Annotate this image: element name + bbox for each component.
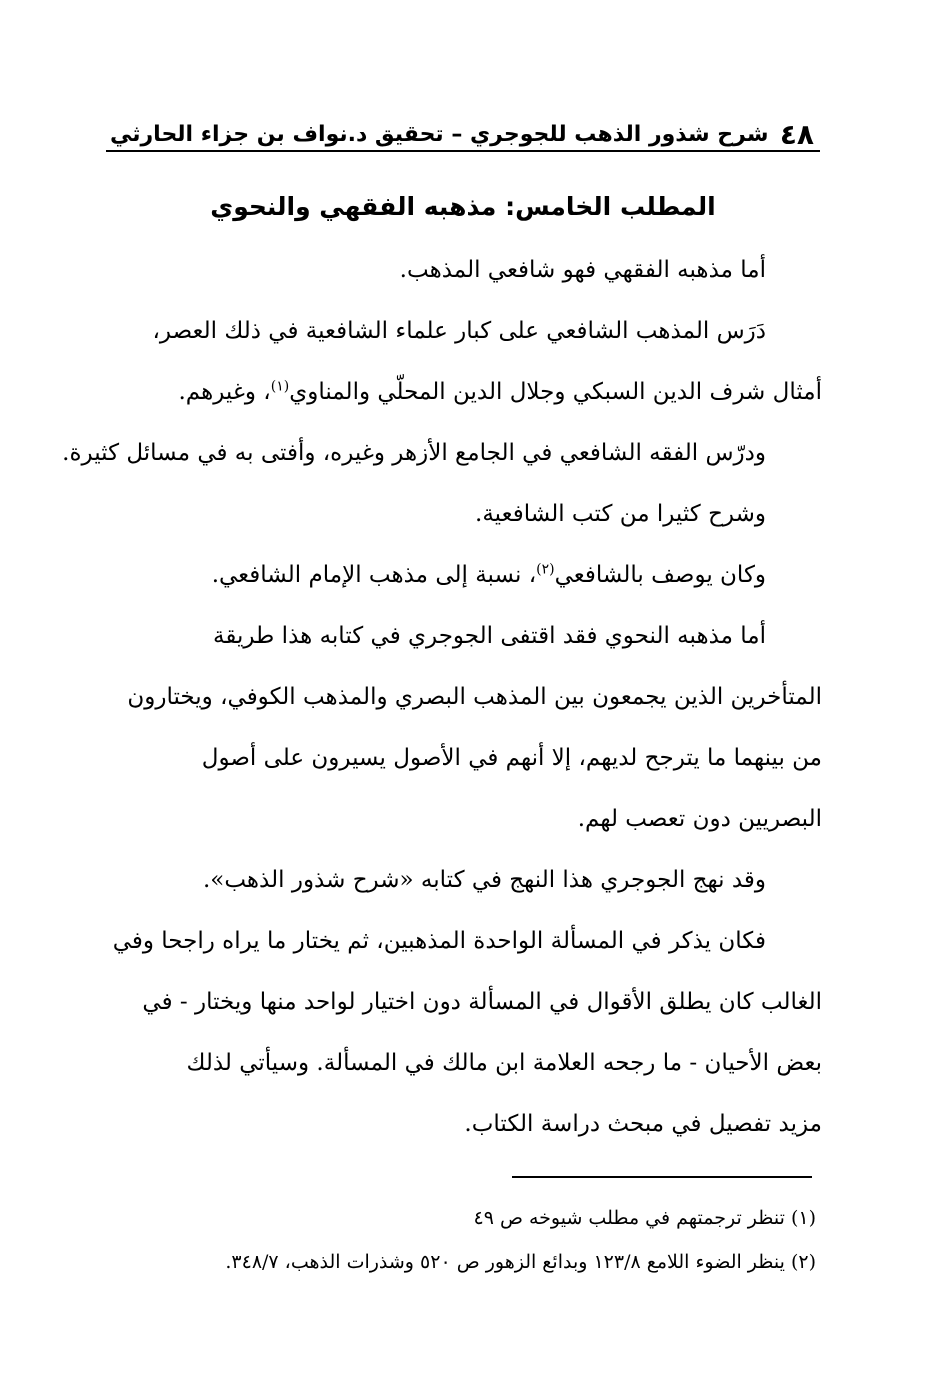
- footnote-ref-1[interactable]: (١): [270, 378, 290, 395]
- text-line: [100, 545, 822, 606]
- text-line: فكان يذكر في المسألة الواحدة المذهبين، ثم يختار ما يراه راجحا وفي: [112, 928, 766, 954]
- body-text: [62, 240, 822, 1155]
- text-line: ودرّس الفقه الشافعي في الجامع الأزهر وغيره، وأفتى به في مسائل كثيرة.: [62, 440, 766, 466]
- text-line: الغالب كان يطلق الأقوال في المسألة دون اختيار لواحد منها ويختار - في: [142, 989, 822, 1015]
- footnote-rule: [512, 1176, 812, 1178]
- text-line: المتأخرين الذين يجمعون بين المذهب البصري والمذهب الكوفي، ويختارون: [127, 684, 822, 710]
- text-run: أمثال شرف الدين السبكي وجلال الدين المحلّي والمناوي: [289, 379, 822, 405]
- footnote-ref-2[interactable]: (٢): [536, 561, 555, 578]
- text-line: أما مذهبه النحوي فقد اقتفى الجوجري في كتابه هذا طريقة: [213, 623, 766, 649]
- section-heading: المطلب الخامس: مذهبه الفقهي والنحوي: [210, 192, 716, 221]
- text-line: البصريين دون تعصب لهم.: [577, 806, 822, 832]
- text-line: من بينهما ما يترجح لديهم، إلا أنهم في الأصول يسيرون على أصول: [201, 745, 822, 771]
- text-run: ، نسبة إلى مذهب الإمام الشافعي.: [211, 562, 537, 588]
- running-header-title: شرح شذور الذهب للجوجري – تحقيق د.نواف بن جزاء الحارثي: [110, 122, 769, 147]
- paragraph-8: [100, 911, 822, 1155]
- text-line: بعض الأحيان - ما رجحه العلامة ابن مالك في المسألة. وسيأتي لذلك: [186, 1050, 822, 1076]
- paragraph-1: [100, 240, 822, 301]
- paragraph-5: [100, 545, 822, 606]
- footnote-1: (١) تنظر ترجمتهم في مطلب شيوخه ص ٤٩: [473, 1207, 816, 1229]
- paragraph-2: [100, 301, 822, 423]
- text-line: وقد نهج الجوجري هذا النهج في كتابه «شرح شذور الذهب».: [202, 867, 766, 893]
- text-line: [100, 362, 822, 423]
- text-run: وكان يوصف بالشافعي: [554, 562, 766, 588]
- paragraph-7: [100, 850, 822, 911]
- text-line: أما مذهبه الفقهي فهو شافعي المذهب.: [399, 257, 766, 283]
- text-line: دَرَس المذهب الشافعي على كبار علماء الشافعية في ذلك العصر،: [152, 318, 766, 344]
- paragraph-3: [62, 423, 822, 484]
- paragraph-6: [100, 606, 822, 850]
- text-run: ، وغيرهم.: [178, 379, 271, 405]
- page-number: ٤٨: [779, 118, 814, 151]
- footnote-2: (٢) ينظر الضوء اللامع ١٢٣/٨ وبدائع الزهور ص ٥٢٠ وشذرات الذهب، ٣٤٨/٧.: [225, 1251, 816, 1273]
- footnotes: [100, 1196, 816, 1284]
- paragraph-4: [100, 484, 822, 545]
- header-rule: [106, 150, 820, 152]
- text-line: وشرح كثيرا من كتب الشافعية.: [475, 501, 766, 527]
- running-header: [106, 112, 820, 152]
- text-line: مزيد تفصيل في مبحث دراسة الكتاب.: [464, 1111, 822, 1137]
